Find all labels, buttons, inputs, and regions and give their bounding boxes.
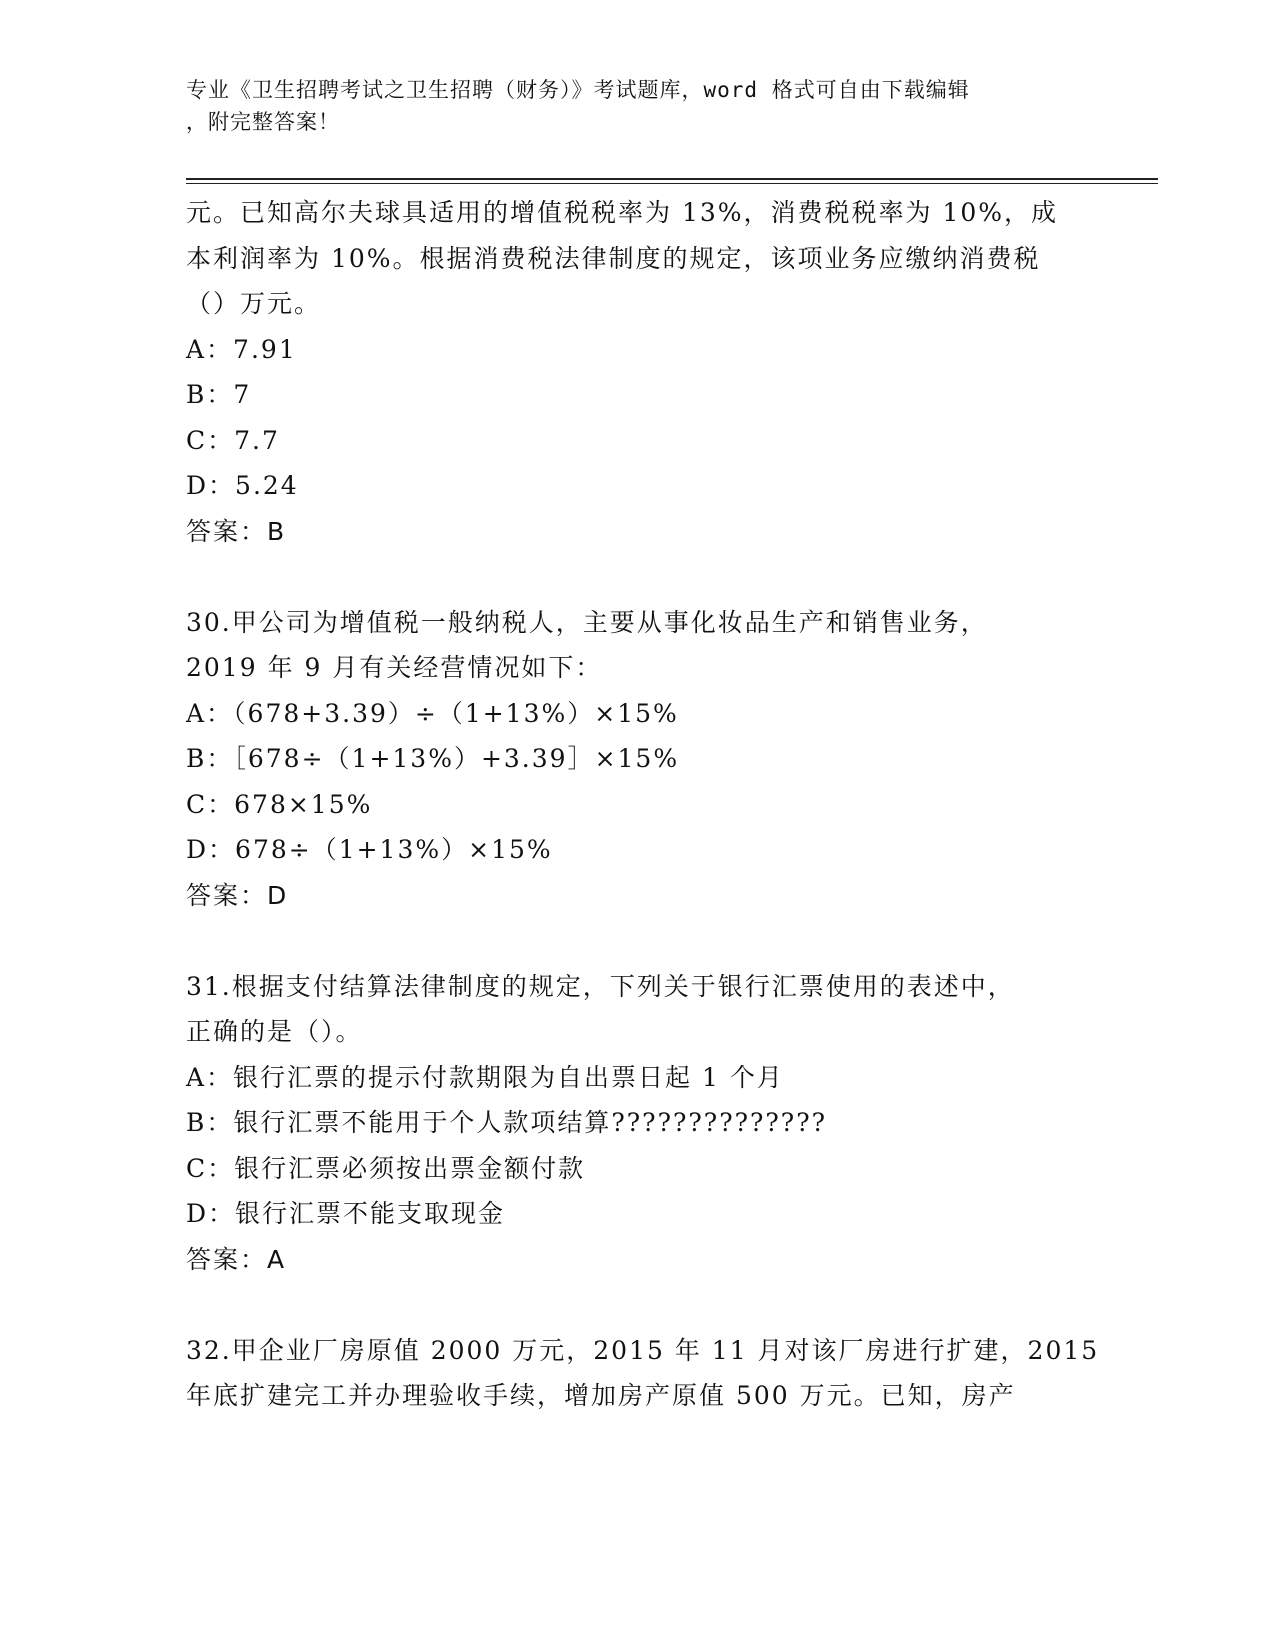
question-stem-line: （）万元。 xyxy=(186,289,322,318)
option-c: C：7.7 xyxy=(186,425,280,455)
option-a: A：7.91 xyxy=(186,334,297,364)
question-30 xyxy=(186,600,1086,919)
option-a: A：银行汇票的提示付款期限为自出票日起 1 个月 xyxy=(186,1062,784,1092)
option-d: D：678÷（1+13%）×15% xyxy=(186,835,553,864)
question-stem-line: 正确的是（）。 xyxy=(186,1017,363,1046)
question-stem-line: 32.甲企业厂房原值 2000 万元，2015 年 11 月对该厂房进行扩建，2015 xyxy=(186,1335,1100,1365)
spacer xyxy=(186,1282,1086,1328)
question-29 xyxy=(186,190,1086,554)
question-stem-line: 本利润率为 10%。根据消费税法律制度的规定，该项业务应缴纳消费税 xyxy=(186,243,1041,273)
option-c: C：678×15% xyxy=(186,789,373,819)
option-a: A：（678+3.39）÷（1+13%）×15% xyxy=(186,698,679,728)
option-b: B：7 xyxy=(186,380,252,409)
header-line-2: ，附完整答案！ xyxy=(186,110,340,134)
question-31 xyxy=(186,964,1086,1283)
option-b: B：［678÷（1+13%）+3.39］×15% xyxy=(186,744,680,773)
question-stem-line: 2019 年 9 月有关经营情况如下： xyxy=(186,653,603,682)
answer-line: 答案：B xyxy=(186,516,287,546)
option-c: C：银行汇票必须按出票金额付款 xyxy=(186,1153,586,1183)
header-divider xyxy=(186,178,1158,180)
question-32 xyxy=(186,1328,1100,1419)
option-d: D：5.24 xyxy=(186,471,299,500)
header-divider-thin xyxy=(186,183,1158,184)
spacer xyxy=(186,918,1086,964)
document-body xyxy=(186,190,1100,1419)
header-line-1: 专业《卫生招聘考试之卫生招聘（财务）》考试题库，word 格式可自由下载编辑 xyxy=(186,78,970,102)
option-b: B：银行汇票不能用于个人款项结算?????????????? xyxy=(186,1108,828,1137)
answer-line: 答案：D xyxy=(186,880,289,910)
question-stem-line: 30.甲公司为增值税一般纳税人，主要从事化妆品生产和销售业务， xyxy=(186,607,988,637)
document-header xyxy=(186,74,1086,138)
question-stem-line: 年底扩建完工并办理验收手续，增加房产原值 500 万元。已知，房产 xyxy=(186,1381,1016,1410)
spacer xyxy=(186,554,1086,600)
answer-line: 答案：A xyxy=(186,1244,287,1274)
question-stem-line: 31.根据支付结算法律制度的规定，下列关于银行汇票使用的表述中， xyxy=(186,971,1015,1001)
question-stem-line: 元。已知高尔夫球具适用的增值税税率为 13%，消费税税率为 10%，成 xyxy=(186,198,1059,227)
option-d: D：银行汇票不能支取现金 xyxy=(186,1199,506,1228)
